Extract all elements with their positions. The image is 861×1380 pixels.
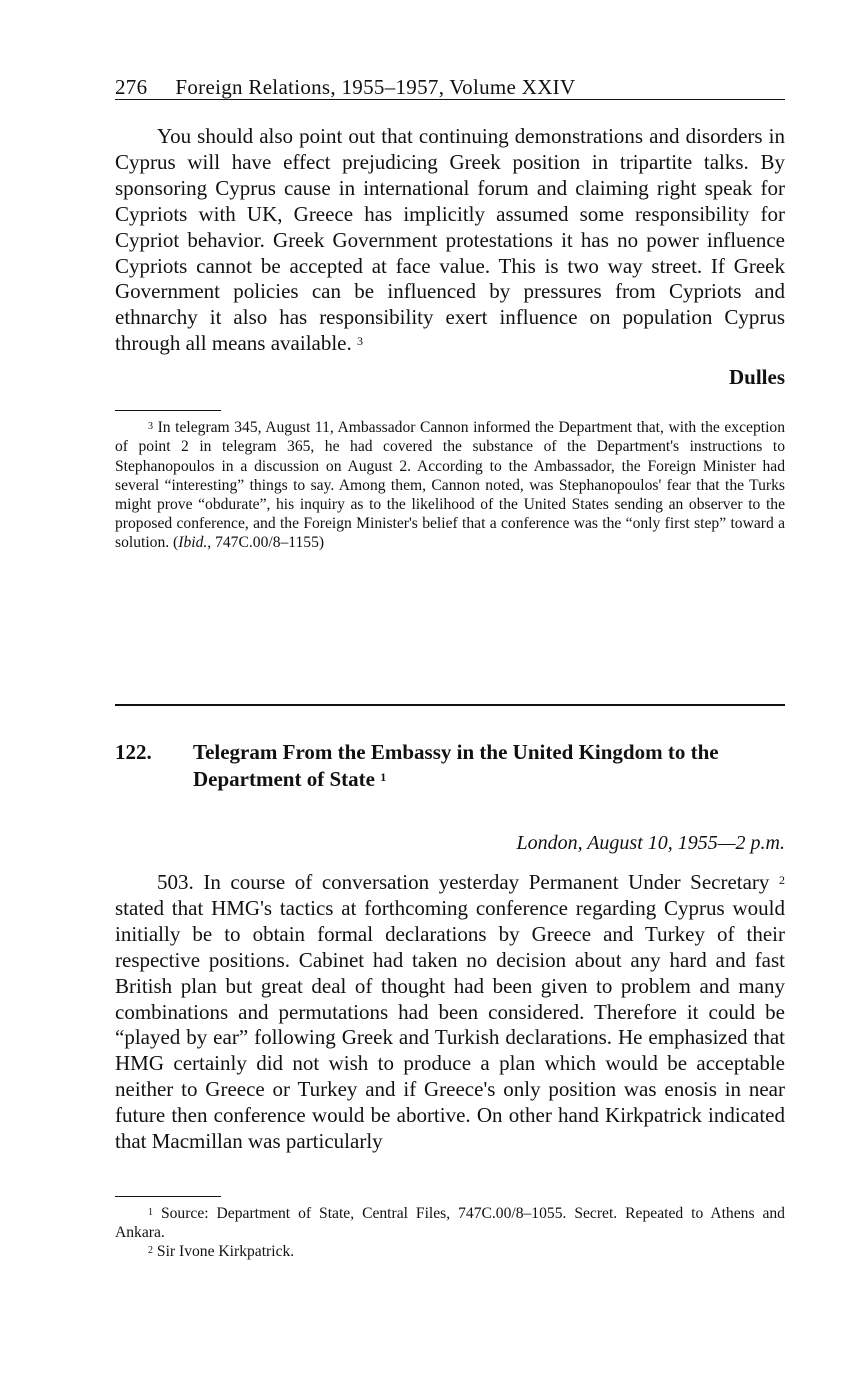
footnote: [115, 418, 785, 552]
footnote-marker: 2: [148, 1245, 153, 1257]
footnote-marker: 1: [148, 1207, 153, 1218]
document-body: [115, 870, 785, 1155]
footnote-reference: 3: [357, 334, 364, 349]
dateline: London, August 10, 1955—2 p.m.: [516, 832, 785, 854]
running-head: [115, 74, 785, 100]
footnote-text: Sir Ivone Kirkpatrick.: [156, 1243, 295, 1261]
page-number: 276: [115, 75, 148, 99]
paragraph-text: You should also point out that continuing demonstrations and disorders in Cyprus will have effect prejudicing Greek position in tripartite talks. By sponsoring Cyprus cause in international forum and claiming right speak for Cypriots with UK, Greece has implicitly assumed some responsibility for Cypriot behavior. Greek Government protestations it has no power influence Cypriots cannot be accepted at face value. This is two way street. If Greek Government policies can be influenced by pressures from Cypriots and ethnarchy it also has responsibility exert influence on population Cyprus through all means available.: [115, 124, 785, 356]
footnote: [115, 1204, 785, 1242]
document-heading: [115, 739, 785, 793]
title-footnote-reference: 1: [380, 770, 387, 784]
footnote: [115, 1242, 785, 1261]
footnote-text-end: , 747C.00/8–1155): [207, 534, 325, 552]
footnote-divider: [115, 1196, 221, 1197]
volume-title: Foreign Relations, 1955–1957, Volume XXIV: [175, 75, 576, 99]
paragraph-text: 503. In course of conversation yesterday Permanent Under Secretary: [157, 870, 770, 894]
section-divider: [115, 704, 785, 706]
footnote-text: In telegram 345, August 11, Ambassador Cannon informed the Department that, with the exception of point 2 in telegram 365, he had covered the substance of the Department's instructions to Stephanopoulos in a discussion on August 2. According to the Ambassador, the Foreign Minister had several “interesting” things to say. Among them, Cannon noted, was Stephanopoulos' fear that the Turks might prove “obdurate”, his inquiry as to the likelihood of the United States sending an observer to the proposed conference, and the Foreign Minister's belief that a conference was the “only first step” toward a solution. (: [115, 419, 785, 552]
paragraph-text-continued: stated that HMG's tactics at forthcoming conference regarding Cyprus would initially be to obtain formal declarations by Greece and Turkey of their respective positions. Cabinet had taken no decision about any hard and fast British plan but great deal of thought had been given to problem and many combinations and permutations had been considered. Therefore it could be “played by ear” following Greek and Turkish declarations. He emphasized that HMG certainly did not wish to produce a plan which would be acceptable neither to Greece or Turkey and if Greece's only position was enosis in near future then conference would be abortive. On other hand Kirkpatrick indicated that Macmillan was particularly: [115, 895, 785, 1154]
footnote-text: Source: Department of State, Central Files, 747C.00/8–1055. Secret. Repeated to Athens and Ankara.: [115, 1205, 785, 1242]
document-footnotes: [115, 1196, 785, 1262]
footnote-marker: 3: [148, 421, 153, 433]
ibid: Ibid.: [178, 534, 208, 552]
body-paragraph: [115, 870, 785, 1155]
body-paragraph: [115, 124, 785, 357]
footnote-reference: 2: [779, 873, 786, 887]
document-number: 122.: [115, 740, 152, 764]
document-title: Telegram From the Embassy in the United Kingdom to the Department of State $^1$: [193, 740, 719, 791]
signature: Dulles: [728, 365, 785, 390]
previous-document: [115, 74, 785, 553]
footnote-divider: [115, 410, 221, 411]
